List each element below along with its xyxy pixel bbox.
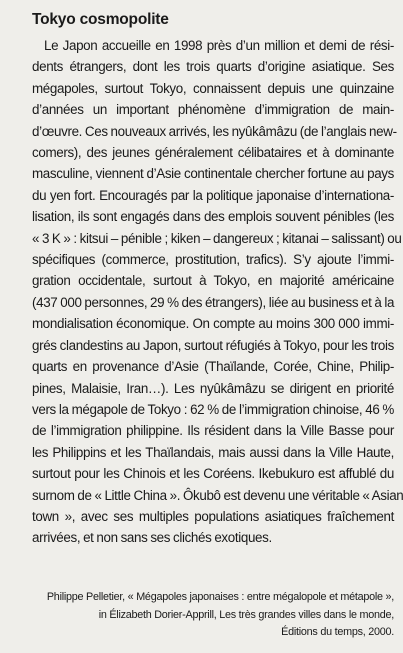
body-line: les Philippins et les Thaïlandais, mais aussi dans la Ville Haute, [32,444,394,460]
body-line: vers la mégapole de Tokyo : 62 % de l’immigration chinoise, 46 % [32,401,394,417]
citation-line: Éditions du temps, 2000. [281,626,394,638]
body-line: (437 000 personnes, 29 % des étrangers), liée au business et à la [32,294,395,310]
body-line: d’œuvre. Ces nouveaux arrivés, les nyûkâmâzu (de l’anglais new- [32,123,397,139]
body-line: spécifiques (commerce, prostitution, trafics). S’y ajoute l’immi- [32,252,394,268]
body-line: masculine, viennent d’Asie continentale chercher fortune au pays [32,166,394,182]
body-line: du yen fort. Encouragés par la politique japonaise d’internationa- [32,187,394,203]
body-line: gration occidentale, surtout à Tokyo, en majorité américaine [32,273,394,289]
body-line: d’années un important phénomène d’immigration de main- [32,102,394,118]
body-line: quarts en provenance d’Asie (Thaïlande, Corée, Chine, Philip- [32,359,394,375]
body-line: pines, Malaisie, Iran…). Les nyûkâmâzu se dirigent en priorité [32,380,394,396]
body-line: Le Japon accueille en 1998 près d’un million et demi de rési- [44,38,394,53]
body-line: town », avec ses multiples populations asiatiques fraîchement [32,508,394,524]
body-line: dents étrangers, dont les trois quarts d’origine asiatique. Ses [32,59,394,75]
citation-line: in Élizabeth Dorier-Apprill, Les très grandes villes dans le monde, [98,608,394,621]
source-citation [40,589,394,642]
body-line: mégapoles, surtout Tokyo, connaissent depuis une quinzaine [32,80,394,96]
article-body [32,35,403,549]
body-line: surtout pour les Chinois et les Coréens. Ikebukuro est affublé du [32,466,394,482]
citation-line: Philippe Pelletier, « Mégapoles japonaises : entre mégalopole et métapole », [46,591,394,603]
body-line: grés clandestins au Japon, surtout réfugiés à Tokyo, pour les trois [32,337,394,353]
body-line-last: arrivées, et non sans ses clichés exotiques. [32,530,272,546]
body-line: « 3 K » : kitsui – pénible ; kiken – dangereux ; kitanai – salissant) ou [32,230,402,246]
body-line: de l’immigration philippine. Ils résident dans la Ville Basse pour [32,423,394,439]
body-line: surnom de « Little China ». Ôkubô est devenu une véritable « Asian [32,487,403,503]
body-line: mondialisation économique. On compte au moins 300 000 immi- [32,316,394,332]
article-title: Tokyo cosmopolite [32,11,169,28]
body-line: comers), des jeunes généralement célibataires et à dominante [32,145,394,161]
body-line: lisation, ils sont engagés dans des emplois souvent pénibles (les [32,209,394,225]
